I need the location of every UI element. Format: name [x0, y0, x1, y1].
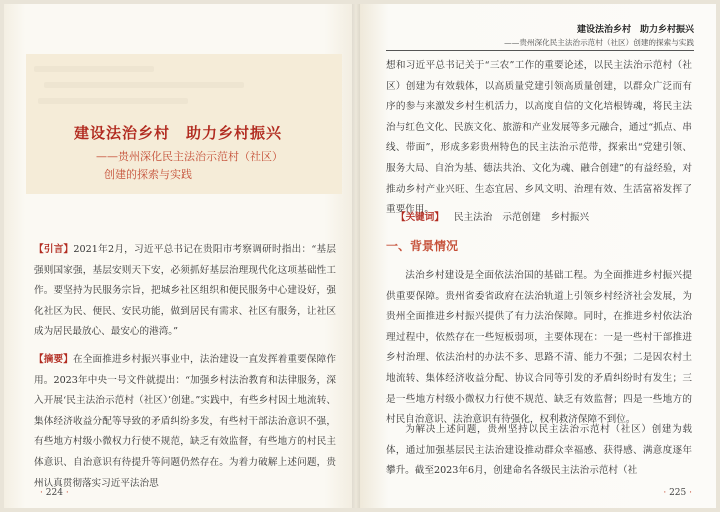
- running-header-title: 建设法治乡村 助力乡村振兴: [576, 25, 694, 35]
- body-paragraph-1: 法治乡村建设是全面依法治国的基础工程。为全面推进乡村振兴提供重要保障。贵州省委省政府在法治轨道上引领乡村经济社会发展，为贵州全面推进乡村振兴提供了有力法治保障。同时，在推进乡村依法治理过程中，依然存在一些短板弱项，主要体现在：一是一些村干部推进乡村治理、依法治村的办法不多、思路不清、能力不强；二是因农村土地流转、集体经济收益分配、协议合同等引发的矛盾纠纷时有发生；三是一些地方村级小微权力行使不规范、缺乏有效监督；四是一些地方的村民自治意识、法治意识有待强化，权利救济保障不到位。: [386, 270, 692, 426]
- book-spread: [4, 4, 716, 508]
- article-subtitle-line1: ——贵州深化民主法治示范村（社区）: [96, 150, 283, 163]
- keyword: 乡村振兴: [550, 212, 590, 223]
- header-rule: [386, 50, 694, 51]
- keywords-label: 【关键词】: [396, 212, 444, 223]
- section-heading: 一、背景情况: [386, 239, 459, 253]
- intro-text: 2021年2月，习近平总书记在贵阳市考察调研时指出：“基层强则国家强，基层安则天下安，必须抓好基层治理现代化这项基础性工作。要坚持为民服务宗旨，把城乡社区组织和便民服务中心建设好，强化社区为民、便民、安民功能，做到居民有需求、社区有服务，让社区成为居民最放心、最安心的港湾。”: [34, 244, 336, 338]
- running-header-subtitle: ——贵州深化民主法治示范村（社区）创建的探索与实践: [504, 38, 694, 47]
- article-title: 建设法治乡村 助力乡村振兴: [74, 124, 283, 142]
- article-subtitle-line2: 创建的探索与实践: [104, 168, 192, 181]
- intro-label: 【引言】: [34, 244, 74, 255]
- abstract-text: 在全面推进乡村振兴事业中，法治建设一直发挥着重要保障作用。2023年中央一号文件就提出：“加强乡村法治教育和法律服务，深入开展‘民主法治示范村（社区）’创建。”实践中，有些乡村因土地流转、集体经济收益分配等导致的矛盾纠纷多发，有些村干部法治意识不强，有些地方村级小微权力行使不规范，缺乏有效监督，有些地方的村民主体意识、自治意识有待提升等问题仍然存在。为着力破解上述问题，贵州认真贯彻落实习近平法治思: [34, 354, 337, 489]
- faded-decoration: [38, 98, 188, 104]
- intro-paragraph: [34, 240, 336, 352]
- faded-decoration: [34, 66, 154, 72]
- continued-paragraph: 想和习近平总书记关于“三农”工作的重要论述，以民主法治示范村（社区）创建为有效载体，以高质量党建引领高质量创建，以群众广泛而有序的参与来激发乡村生机活力，以高度自信的文化培根铸魂，将民主法治与红色文化、民族文化、旅游和产业发展等多元融合，通过“抓点、串线、带面”，形成多彩贵州特色的民主法治示范带，探索出“党建引领、服务大局、自治为基、德法共治、文化为魂、融合创建”的有益经验，对推动乡村产业兴旺、生态宜居、乡风文明、治理有效、生活富裕发挥了重要作用。: [386, 60, 692, 216]
- page-number-left: · 224 ·: [40, 488, 69, 498]
- faded-decoration: [44, 82, 244, 88]
- keyword: 民主法治: [453, 212, 493, 223]
- page-number-right: · 225 ·: [663, 488, 692, 498]
- keyword: 示范创建: [502, 212, 541, 223]
- keywords-row: [396, 209, 589, 223]
- body-paragraph-2: 为解决上述问题，贵州坚持以民主法治示范村（社区）创建为载体，通过加强基层民主法治建设推动群众幸福感、获得感、满意度逐年攀升。截至2023年6月，创建命名各级民主法治示范村（社: [386, 424, 692, 477]
- book-gutter: [352, 4, 360, 508]
- right-page: [360, 4, 716, 508]
- left-page: [4, 4, 360, 508]
- abstract-paragraph: [34, 350, 337, 489]
- abstract-label: 【摘要】: [34, 354, 73, 365]
